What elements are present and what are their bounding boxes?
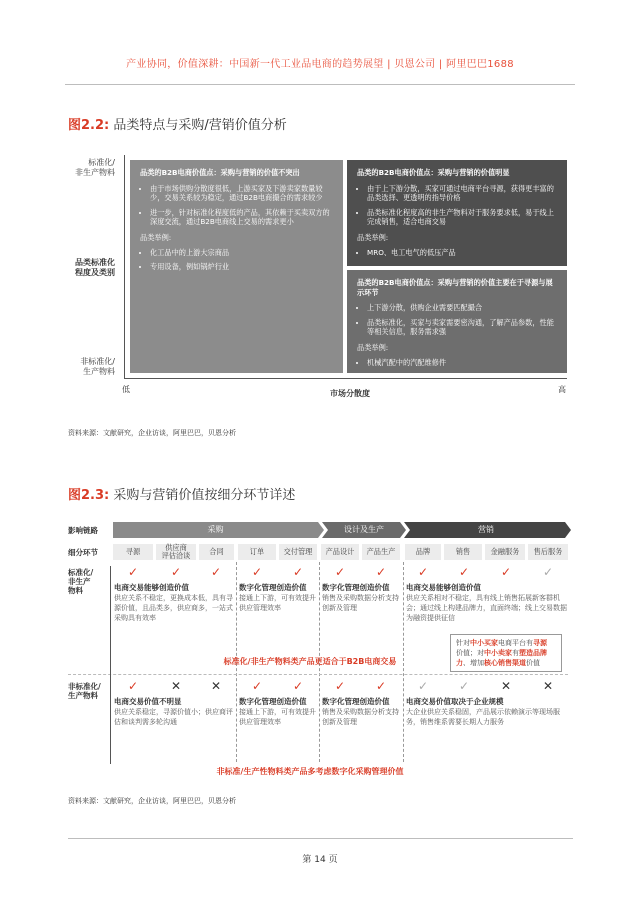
standard-cell-order [239, 582, 317, 613]
quadrant-left-examples-label: 品类举例: [140, 232, 172, 242]
check-icon: ✓ [170, 565, 182, 579]
nonstandard-cell-order-desc: 接通上下游，可有效提升供应管理效率 [239, 708, 316, 726]
dotted-check-icon: ✓ [542, 565, 554, 579]
band-marketing: 营销 [478, 525, 494, 534]
step-supplier-evaluation: 供应商 评估洽谈 [156, 544, 196, 560]
y-axis-bottom-label: 非标准化/ 生产物料 [80, 357, 115, 376]
y-axis-top-label: 标准化/ 非生产物料 [75, 158, 115, 177]
quadrant-bottom-right [347, 270, 567, 373]
nonstandard-cell-purchase [114, 696, 234, 727]
cross-icon: ✕ [210, 679, 222, 693]
y-axis-line [124, 155, 125, 379]
header-divider [65, 84, 575, 85]
band-design: 设计及生产 [344, 525, 384, 534]
quadrant-bottom-right-title: 品类的B2B电商价值点：采购与营销的价值主要在于寻源与展示环节 [357, 278, 553, 297]
figure-2-3-title [68, 484, 295, 503]
callout-text: 针对 [456, 639, 470, 647]
check-icon: ✓ [127, 679, 139, 693]
row-label-steps: 细分环节 [68, 548, 98, 557]
callout-highlight: 核心销售渠道 [484, 659, 526, 667]
page-number: 第 14 页 [302, 855, 338, 865]
figure-2-2-text: 品类特点与采购/营销价值分析 [113, 118, 287, 133]
dotted-check-icon: ✓ [417, 679, 429, 693]
quadrant-top-right-examples-label: 品类举例: [357, 232, 389, 242]
check-icon: ✓ [127, 565, 139, 579]
standard-cell-purchase-desc: 供应关系不稳定，更换成本低，具有寻源价值，且品类多，供应商多，一站式采购具有效率 [114, 594, 233, 622]
standard-conclusion: 标准化/非生产物料类产品更适合于B2B电商交易 [223, 657, 397, 666]
quadrant-top-right-example-1: • MRO、电工电气的低压产品 [367, 248, 557, 258]
quadrant-bottom-right-bullet-1: • 上下游分散，供购企业需要匹配撮合 [367, 303, 557, 313]
nonstandard-cell-purchase-title: 电商交易价值不明显 [114, 697, 182, 706]
standard-cell-purchase-title: 电商交易能够创造价值 [114, 583, 189, 592]
callout-highlight: 塑造品牌 [519, 649, 547, 657]
x-axis-high-label: 高 [558, 385, 566, 394]
cross-icon: ✕ [542, 679, 554, 693]
step-after-sales: 售后服务 [528, 544, 568, 560]
callout-text: 、增加 [463, 659, 484, 667]
figure-2-3-number: 图2.3: [68, 488, 110, 503]
check-icon: ✓ [251, 565, 263, 579]
quadrant-left-example-1: • 化工品中的上游大宗商品 [150, 248, 333, 258]
callout-highlight: 力 [456, 659, 463, 667]
dotted-check-icon: ✓ [458, 679, 470, 693]
step-order: 订单 [238, 544, 276, 560]
nonstandard-cell-order-title: 数字化管理创造价值 [239, 697, 307, 706]
step-product-design: 产品设计 [321, 544, 359, 560]
figure-2-3-source: 资料来源：文献研究，企业访谈，阿里巴巴，贝恩分析 [68, 797, 236, 805]
standard-cell-design [322, 582, 402, 613]
callout-text: 价值 [526, 659, 540, 667]
figure-2-2-title [68, 114, 287, 133]
quadrant-left-title: 品类的B2B电商价值点：采购与营销的价值不突出 [140, 168, 300, 177]
standard-cell-design-title: 数字化管理创造价值 [322, 583, 390, 592]
callout-box [450, 634, 562, 672]
standard-cell-marketing-title: 电商交易能够创造价值 [406, 583, 481, 592]
quadrant-left [130, 160, 343, 373]
quadrant-bottom-right-bullet-2: • 品类标准化，买家与卖家需要密沟通，了解产品参数，性能等相关信息，服务需求强 [367, 318, 557, 337]
quadrant-left-bullet-2: • 进一步，针对标准化程度低的产品，其依赖于买卖双方的深度交流，通过B2B电商线上交易的需求更小 [150, 208, 333, 227]
standard-cell-order-desc: 接通上下游，可有效提升供应管理效率 [239, 594, 316, 612]
quadrant-top-right-bullet-2: • 品类标准化程度高的非生产物料对于服务要求低，易于线上完成销售，适合电商交易 [367, 208, 557, 227]
standard-cell-purchase [114, 582, 234, 623]
row-label-standard: 标准化/ 非生产 物料 [68, 568, 94, 595]
check-icon: ✓ [334, 565, 346, 579]
step-production: 产品生产 [362, 544, 400, 560]
check-icon: ✓ [417, 565, 429, 579]
callout-highlight: 中小卖家 [484, 649, 512, 657]
x-axis-low-label: 低 [122, 385, 130, 394]
check-icon: ✓ [251, 679, 263, 693]
quadrant-left-bullet-1: • 由于市场供购分散度很低，上游买家及下游卖家数量较少，交易关系较为稳定，通过B2B电商撮合的需求较少 [150, 184, 333, 203]
nonstandard-cell-marketing-desc: 大企业供应关系稳固，产品展示依赖演示等现场服务，销售维系需要长期人力服务 [406, 708, 560, 726]
callout-text: 有 [512, 649, 519, 657]
standard-cell-marketing [406, 582, 568, 623]
check-icon: ✓ [292, 565, 304, 579]
callout-highlight: 中小买家 [470, 639, 498, 647]
quadrant-left-example-2: • 专用设备，例如锅炉行业 [150, 262, 333, 272]
check-icon: ✓ [334, 679, 346, 693]
cross-icon: ✕ [170, 679, 182, 693]
cross-icon: ✕ [500, 679, 512, 693]
row-axis-line [110, 566, 111, 764]
nonstandard-cell-order [239, 696, 317, 727]
x-axis-line [124, 378, 567, 379]
step-sales: 销售 [444, 544, 482, 560]
step-financial: 金融服务 [485, 544, 525, 560]
band-purchase: 采购 [207, 525, 224, 534]
callout-highlight: 寻源 [533, 639, 547, 647]
row-label-nonstandard: 非标准化/ 生产物料 [68, 682, 101, 700]
figure-2-3-text: 采购与营销价值按细分环节详述 [113, 488, 296, 503]
nonstandard-cell-purchase-desc: 供应关系稳定，寻源价值小；供应商评估和谈判需多轮沟通 [114, 708, 233, 726]
y-axis-title: 品类标准化 程度及类别 [75, 258, 115, 277]
nonstandard-cell-marketing [406, 696, 568, 727]
check-icon: ✓ [292, 679, 304, 693]
check-icon: ✓ [375, 679, 387, 693]
report-header: 产业协同，价值深耕：中国新一代工业品电商的趋势展望 | 贝恩公司 | 阿里巴巴1688 [126, 59, 514, 70]
row-separator [68, 674, 568, 675]
check-icon: ✓ [500, 565, 512, 579]
quadrant-bottom-right-example-1: • 机械汽配中的汽配维修件 [367, 358, 557, 368]
step-sourcing: 寻源 [113, 544, 153, 560]
row-label-chain: 影响链路 [68, 526, 98, 535]
figure-2-2-number: 图2.2: [68, 118, 110, 133]
standard-cell-marketing-desc: 供应关系相对不稳定，具有线上销售拓展新客群机会；通过线上构建品牌力，直面终端；线上交易数据为融资提供征信 [406, 594, 567, 622]
check-icon: ✓ [375, 565, 387, 579]
nonstandard-cell-design-desc: 销售及采购数据分析支持创新及管理 [322, 708, 399, 726]
quadrant-top-right [347, 160, 567, 266]
callout-text: 价值；对 [456, 649, 484, 657]
quadrant-bottom-right-examples-label: 品类举例: [357, 342, 389, 352]
nonstandard-cell-design [322, 696, 402, 727]
footer-divider [68, 838, 573, 839]
x-axis-title: 市场分散度 [330, 389, 370, 398]
step-delivery: 交付管理 [279, 544, 317, 560]
standard-cell-order-title: 数字化管理创造价值 [239, 583, 307, 592]
standard-cell-design-desc: 销售及采购数据分析支持创新及管理 [322, 594, 399, 612]
callout-text: 电商平台有 [498, 639, 533, 647]
step-contract: 合同 [199, 544, 234, 560]
check-icon: ✓ [458, 565, 470, 579]
nonstandard-cell-marketing-title: 电商交易价值取决于企业规模 [406, 697, 504, 706]
check-icon: ✓ [210, 565, 222, 579]
quadrant-top-right-title: 品类的B2B电商价值点：采购与营销的价值明显 [357, 168, 510, 177]
quadrant-top-right-bullet-1: • 由于上下游分散，买家可通过电商平台寻源，获得更丰富的品类选择、更透明的指导价格 [367, 184, 557, 203]
nonstandard-cell-design-title: 数字化管理创造价值 [322, 697, 390, 706]
step-brand: 品牌 [405, 544, 441, 560]
nonstandard-conclusion: 非标准/生产性物料类产品多考虑数字化采购管理价值 [216, 767, 404, 776]
figure-2-2-source: 资料来源：文献研究，企业访谈，阿里巴巴，贝恩分析 [68, 429, 236, 437]
